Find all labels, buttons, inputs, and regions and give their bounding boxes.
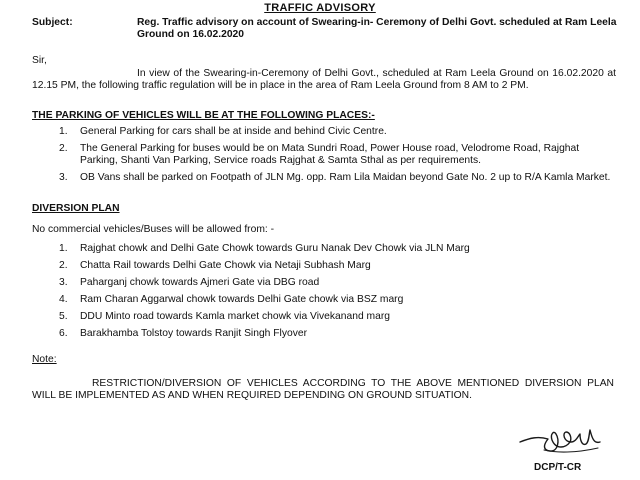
list-item [59, 311, 615, 323]
list-item-number: 2. [59, 143, 68, 154]
list-item [59, 172, 615, 184]
list-item-text: Paharganj chowk towards Ajmeri Gate via DBG road [80, 277, 320, 288]
list-item-text: Chatta Rail towards Delhi Gate Chowk via Netaji Subhash Marg [80, 260, 371, 271]
signoff-designation: DCP/T-CR [534, 462, 582, 473]
salutation: Sir, [32, 55, 47, 66]
list-item-number: 3. [59, 277, 68, 288]
parking-list [59, 126, 615, 189]
list-item [59, 143, 615, 167]
list-item-text: OB Vans shall be parked on Footpath of JLN Mg. opp. Ram Lila Maidan beyond Gate No. 2 up to R/A Kamla Market. [80, 172, 611, 183]
diversion-intro: No commercial vehicles/Buses will be allowed from: - [32, 224, 275, 235]
list-item [59, 260, 615, 272]
diversion-heading: DIVERSION PLAN [32, 203, 120, 214]
list-item-text: Barakhamba Tolstoy towards Ranjit Singh Flyover [80, 328, 308, 339]
list-item-text: General Parking for cars shall be at inside and behind Civic Centre. [80, 126, 387, 137]
list-item-number: 1. [59, 243, 68, 254]
list-item-number: 3. [59, 172, 68, 183]
list-item [59, 277, 615, 289]
subject-label: Subject: [32, 17, 73, 28]
list-item-number: 1. [59, 126, 68, 137]
list-item [59, 243, 615, 255]
intro-paragraph: In view of the Swearing-in-Ceremony of Delhi Govt., scheduled at Ram Leela Ground on 16.02.2020 at 12.15 PM, the following traffic regulation will be in place in the area of Ram Leela Ground from 8 AM to 2 PM. [32, 68, 616, 91]
list-item-number: 5. [59, 311, 68, 322]
list-item-text: The General Parking for buses would be on Mata Sundri Road, Power House road, Velodrome Road, Rajghat Parking, Shanti Van Parking, Service roads Rajghat & Samta Sthal as per requirements. [80, 143, 580, 166]
list-item [59, 126, 615, 138]
note-label: Note: [32, 354, 57, 365]
list-item [59, 328, 615, 340]
diversion-list [59, 243, 615, 345]
list-item-number: 6. [59, 328, 68, 339]
list-item-number: 4. [59, 294, 68, 305]
list-item-number: 2. [59, 260, 68, 271]
list-item-text: DDU Minto road towards Kamla market chowk via Vivekanand marg [80, 311, 390, 322]
document-title: TRAFFIC ADVISORY [264, 2, 376, 14]
parking-heading: THE PARKING OF VEHICLES WILL BE AT THE FOLLOWING PLACES:- [32, 110, 375, 121]
signature-icon [516, 420, 606, 460]
list-item-text: Ram Charan Aggarwal chowk towards Delhi Gate chowk via BSZ marg [80, 294, 404, 305]
subject-text: Reg. Traffic advisory on account of Swearing-in- Ceremony of Delhi Govt. scheduled at Ram Leela Ground on 16.02.2020 [137, 17, 617, 40]
note-text: RESTRICTION/DIVERSION OF VEHICLES ACCORDING TO THE ABOVE MENTIONED DIVERSION PLAN WILL BE IMPLEMENTED AS AND WHEN REQUIRED DEPENDING ON GROUND SITUATION. [32, 378, 614, 401]
list-item-text: Rajghat chowk and Delhi Gate Chowk towards Guru Nanak Dev Chowk via JLN Marg [80, 243, 470, 254]
list-item [59, 294, 615, 306]
